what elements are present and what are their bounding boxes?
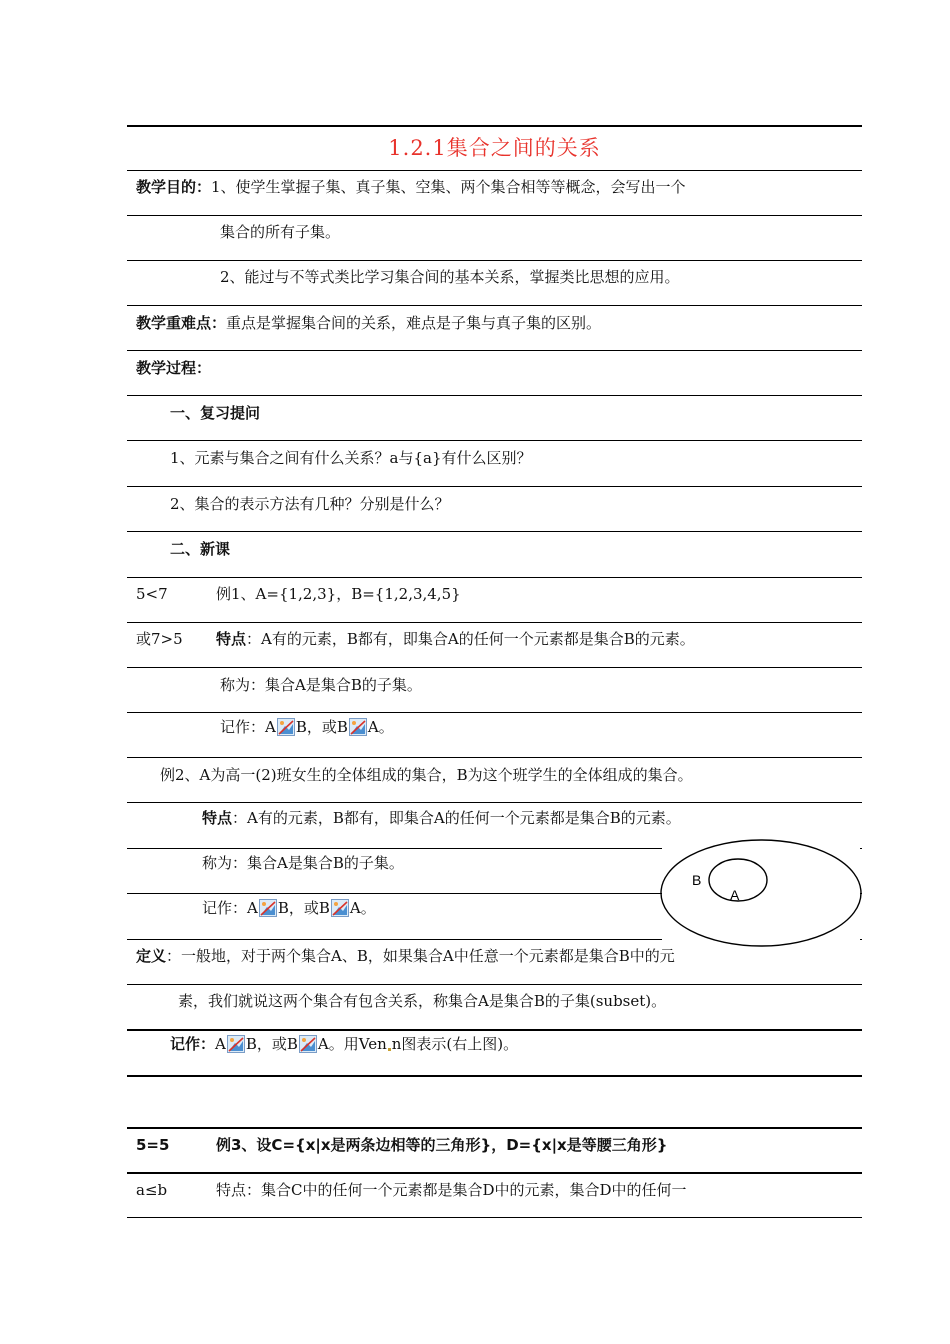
ex1-side-note: 5<7 [136,585,168,603]
definition-label: 定义 [136,947,167,965]
definition-notation [170,1034,518,1054]
key-points-label: 教学重难点： [136,314,227,332]
objective-2: 2、能过与不等式类比学习集合间的基本关系，掌握类比思想的应用。 [220,268,680,286]
review-heading: 一、复习提问 [170,404,261,422]
rule [127,622,862,623]
process-label: 教学过程： [136,359,212,377]
definition-line-1 [136,946,675,966]
rule [127,667,862,668]
rule [127,577,862,578]
definition-notation-d: n图表示(右上图)。 [391,1035,519,1053]
rule [127,712,862,713]
ex2-feature-label: 特点 [202,809,233,827]
rule [127,802,862,803]
objectives-label: 教学目的： [136,178,212,196]
ex3-feature: 特点：集合C中的任何一个元素都是集合D中的元素，集合D中的任何一 [216,1181,687,1199]
objectives-line-1 [136,177,686,197]
superset-symbol-icon [349,718,367,736]
page-title: 1.2.1集合之间的关系 [388,136,601,160]
ex1-feature-side-note: 或7>5 [136,630,183,648]
rule [127,395,862,396]
rule [127,1127,862,1129]
ex2-notation-end: A。 [349,899,376,917]
review-question-2: 2、集合的表示方法有几种？分别是什么？ [170,495,450,513]
ex1-feature-line [216,629,695,649]
definition-text-b: 素，我们就说这两个集合有包含关系，称集合A是集合B的子集(subset)。 [178,992,667,1010]
subset-symbol-icon [227,1035,245,1053]
example-1: 例1、A={1,2,3}，B={1,2,3,4,5} [216,585,461,603]
example-2: 例2、A为高一(2)班女生的全体组成的集合，B为这个班学生的全体组成的集合。 [160,766,693,784]
feature-text: ：A有的元素，B都有，即集合A的任何一个元素都是集合B的元素。 [246,630,695,648]
rule [127,1217,862,1218]
key-points-line [136,313,601,333]
rule [127,440,862,441]
rule [127,1029,862,1031]
new-lesson-heading: 二、新课 [170,540,231,558]
rule [127,350,862,351]
ex1-called: 称为：集合A是集合B的子集。 [220,676,422,694]
ex1-notation [220,717,394,737]
venn-label-a: A [730,887,740,903]
rule [127,305,862,306]
key-points-text: 重点是掌握集合间的关系，难点是子集与真子集的区别。 [226,314,602,332]
ex3-side-note: 5=5 [136,1136,170,1154]
anchor-marker-icon [388,1048,391,1051]
rule [127,1172,862,1174]
subset-symbol-icon [277,718,295,736]
objective-1b: 集合的所有子集。 [220,223,341,241]
ex3-side-note-2: a≤b [136,1181,168,1199]
feature-label: 特点 [216,630,247,648]
definition-notation-label: 记作： [170,1035,216,1053]
rule [127,170,862,171]
ex2-notation [202,898,376,918]
ex2-feature-text: ：A有的元素，B都有，即集合A的任何一个元素都是集合B的元素。 [232,809,681,827]
rule [127,531,862,532]
subset-symbol-icon [259,899,277,917]
definition-notation-b: B，或B [245,1035,298,1053]
notation-end: A。 [367,718,394,736]
rule [127,984,862,985]
notation-prefix: 记作：A [220,718,276,736]
superset-symbol-icon [331,899,349,917]
ex2-called: 称为：集合A是集合B的子集。 [202,854,404,872]
rule [127,486,862,487]
ex2-feature-line [202,808,681,828]
example-3: 例3、设C={x|x是两条边相等的三角形}，D={x|x是等腰三角形} [216,1136,668,1154]
notation-mid: B，或B [295,718,348,736]
rule [127,757,862,758]
definition-text-a: ：一般地，对于两个集合A、B，如果集合A中任意一个元素都是集合B中的元 [166,947,675,965]
objective-1a: 1、使学生掌握子集、真子集、空集、两个集合相等等概念，会写出一个 [211,178,686,196]
rule-section-end [127,1075,862,1077]
review-question-1: 1、元素与集合之间有什么关系？a与{a}有什么区别？ [170,449,532,467]
rule [127,215,862,216]
venn-diagram [658,838,864,948]
ex2-notation-mid: B，或B [277,899,330,917]
superset-symbol-icon [299,1035,317,1053]
ex2-notation-prefix: 记作：A [202,899,258,917]
definition-notation-a: A [215,1035,226,1053]
definition-notation-c: A。用Ven [317,1035,387,1053]
venn-label-b: B [692,872,702,888]
rule-top [127,125,862,127]
rule [127,260,862,261]
